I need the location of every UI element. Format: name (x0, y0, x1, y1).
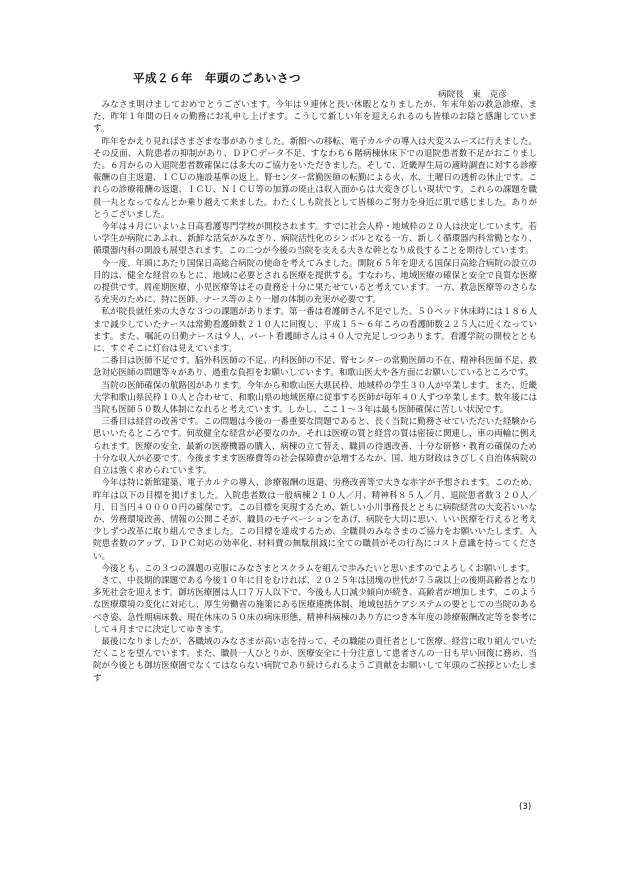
paragraph: 昨年をかえり見ればさまざまな事がありました。新館への移転、電子カルテの導入は大変スムーズに行えました。その反面、入院患者の抑制があり、ＤＰＣデータ不足、すなわち６階病棟休床下での退院患者数不足がおこりました。６月からの入退院患者数確保には多大のご協力をいただきました。そして、近畿厚生局の適時調査に対する診療報酬の自主返還、ＩＣＵの施設基準の返上。腎センター常勤医師の転勤による火、水、土曜日の透析の休止です。これらの診療報酬の返還、ＩＣＵ、ＮＩＣＵ等の加算の廃止は収入面からは大変きびしい現状です。これらの課題を職員一丸となってなんとか乗り越えて来ました。わたくしも院長として皆様のご努力を身近に肌で感じました。ありがとうございました。 (93, 136, 537, 220)
paragraph: みなさま明けましておめでとうございます。今年は９連休と長い休暇となりましたが、年末年始の救急診療、また、昨年１年間の日々の勤務にお礼申し上げます。こうして新しい年を迎えられるのも皆様のお陰と感謝しています。 (93, 100, 537, 135)
paragraph: 今後とも、この３つの課題の克服にみなさまとスクラムを組んで歩みたいと思いますのでよろしくお願いします。 (101, 563, 535, 574)
paragraph: 最後になりましたが、各職域のみなさまが高い志を持って、その職能の責任者として医療、経営に取り組んでいただくことを望んでいます。また、職員一人ひとりが、医療安全に十分注意して患者さんの一日も早い回復に務め、当院が今後とも御坊医療圏でなくてはならない病院であり続けられるようご貢献をお願いして年頭のご挨拶といたします (93, 636, 537, 684)
page-title: 平成２６年 年頭のごあいさつ (133, 71, 301, 85)
paragraph: 二番目は医師不足です。脳外科医師の不足、内科医師の不足、腎センターの常勤医師の不在、精神科医師不足、救急対応医師の問題等々があり、過重な負担をお願いしています。和歌山医大や各方面にお願いしているところです。 (93, 356, 537, 379)
paragraph: 当院の医師確保の航路図があります。今年から和歌山医大県民枠、地域枠の学生３０人が卒業します。また、近畿大学和歌山県民枠１０人と合わせて、和歌山県の地域医療に従事する医師が毎年４０人ずつ卒業します。数年後には当院も医師５０数人体制になれると考えています。しかし、ここ１〜３年は最も医師確保に苦しい状況です。 (93, 380, 537, 416)
paragraph: 今一度、年頭にあたり国保日高総合病院の使命を考えてみました。開院６５年を迎える国保日高総合病院の設立の目的は、健全な経営のもとに、地域に必要とされる医療を提供する。すなわち、地域医療の確保と安全で良質な医療の提供です。周産期医療、小児医療等はその責務を十分に果たせていると考えています。一方、救急医療等のさらなる充実のために、特に医師、ナース等のより一層の体制の充実が必要です。 (93, 258, 537, 306)
paragraph: 三番目は経営の改善です。この問題は今後の一番重要な問題であると、長く当院に勤務させていただいた経験から思いいたるところです。何故健全な経営が必要なのか。それは医療の質と経営の質は密接に関連し、車の両輪に例えられます。医療の安全、最新の医療機器の購入、病棟の立て替え、職員の待遇改善、十分な研修・教育の確保のため十分な収入が必要です。今後ますます医療費等の社会保障費が急増するなか、国、地方財政はきびしく自治体病院の自立は強く求められています。 (93, 417, 537, 477)
author-line: 病院長 東 克彦 (438, 90, 507, 100)
body-text (93, 99, 537, 685)
page-number: (3) (519, 802, 532, 812)
paragraph: 今年は４月にいよいよ日高看護専門学校が開校されます。すでに社会人枠・地域枠の２０人は決定しています。若い学生が病院にあふれ、新鮮な活気がみなぎり、病院活性化のシンボルとなる一方、新しく循環器内科常勤となり、循環器内科の開設も展望されます。この二つが今後の当院を支える大きな幹となり成長することを期待しています。 (93, 222, 537, 257)
paragraph: さて、中長期的課題である今後１０年に目をむければ、２０２５年は団塊の世代が７５歳以上の後期高齢者となり多死社会を迎えます。御坊医療圏は人口７万人以下で、今後も人口減少傾向が続き、高齢者が増加します。このような医療環境の変化に対応し、厚生労働省の施策にある医療連携体制、地域包括ケアシステムの要としての当院のあるべき姿、急性期病床数、現在休床の５０床の病床形態、精神科病棟のあり方につき本年度の診療報酬改定等を参考にして４月までに決定してゆきます。 (93, 575, 537, 635)
paragraph: 今年は特に新館建築、電子カルテの導入、診療報酬の返還、労務改善等で大きな赤字が予想されます。このため、昨年は以下の目標を掲げました。入院患者数は一般病棟２１０人／月、精神科８５人／月、退院患者数３２０人／月、日当円４００００円の確保です。この目標を実現するため、新しい小川事務長とともに病院経営の大変若いいなか、労務環境改善、情報の公開こそが、職員のモチベーションをあげ、病院を大切に思い、いい医療を行えると考え少しずつ改革に取り組んできました。この目標を達成するため、全職員のみなさまのご協力をお願いいたします。入院患者数のアップ、ＤＰＣ対応の効率化、材料費の無駄削減に全ての職員がその行為にコスト意識を持ってください。 (93, 478, 537, 562)
paragraph: 私が院長就任来の大きな３つの課題があります。第一番は看護師さん不足でした。５０ベッド休床時には１８６人まで減少していたナースは常勤看護師数２１０人に回復し、平成１５〜６年ころの看護師数２２５人に近くなっています。また、嘱託の日勤ナースは９人、パート看護師さんは４０人で充足しつつあります。看護学院の開校とともに、すぐそこに灯台は見えています。 (93, 307, 537, 355)
